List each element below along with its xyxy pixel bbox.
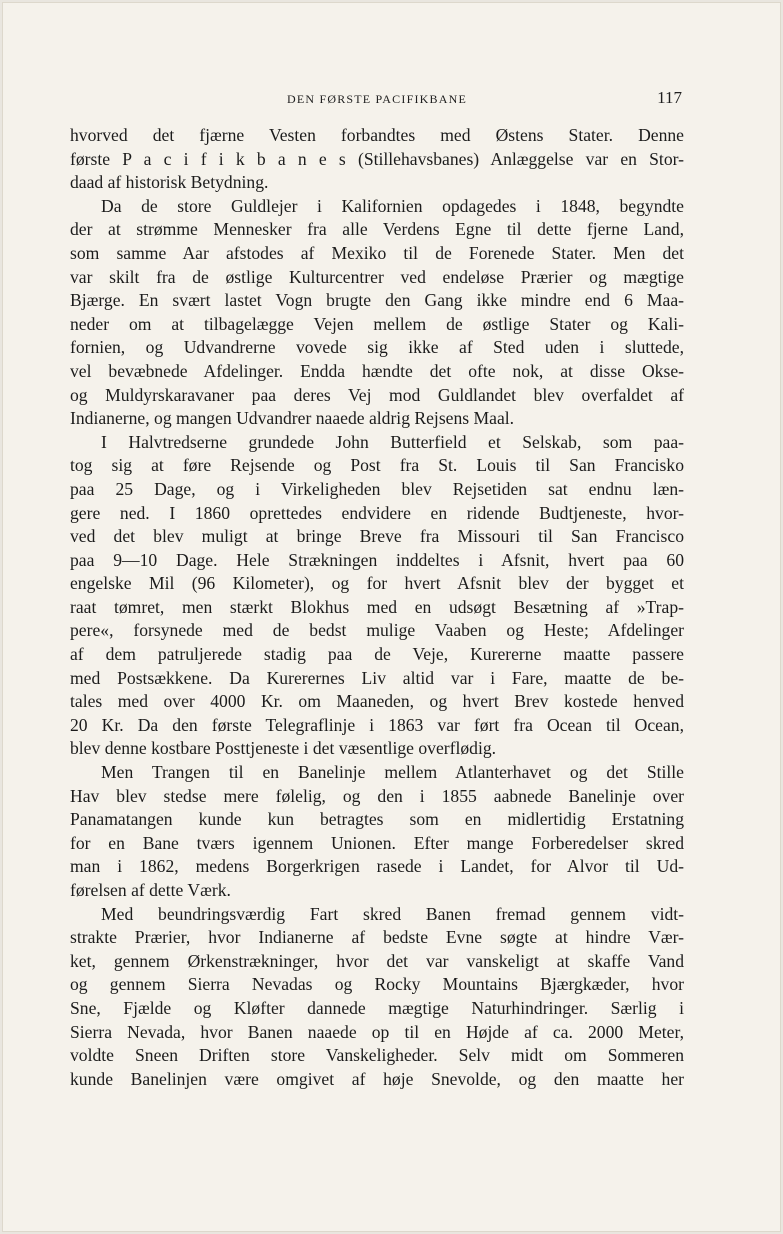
text-line: paa 25 Dage, og i Virkeligheden blev Rejsetiden sat endnu læn-	[70, 478, 684, 499]
text-line: ket, gennem Ørkenstrækninger, hvor det var vanskeligt at skaffe Vand	[70, 950, 684, 971]
text-line: I Halvtredserne grundede John Butterfield et Selskab, som paa-	[101, 431, 684, 452]
text-line: og gennem Sierra Nevadas og Rocky Mountains Bjærgkæder, hvor	[70, 974, 684, 995]
text-line: Sne, Fjælde og Kløfter dannede mægtige Naturhindringer. Særlig i	[70, 997, 684, 1018]
text-line: Men Trangen til en Banelinje mellem Atlanterhavet og det Stille	[101, 762, 684, 783]
body-text	[70, 124, 684, 1091]
text-line: Indianerne, og mangen Udvandrer naaede aldrig Rejsens Maal.	[70, 408, 515, 429]
text-line: Hav blev stedse mere følelig, og den i 1855 aabnede Banelinje over	[70, 785, 684, 806]
text-line: med Postsækkene. Da Kurerernes Liv altid var i Fare, maatte de be-	[70, 667, 684, 688]
text-line: hvorved det fjærne Vesten forbandtes med Østens Stater. Denne	[70, 125, 684, 145]
text-line: strakte Prærier, hvor Indianerne af bedste Evne søgte at hindre Vær-	[70, 927, 684, 948]
text-line: tog sig at føre Rejsende og Post fra St. Louis til San Francisko	[70, 455, 684, 476]
text-line: man i 1862, medens Borgerkrigen rasede i Landet, for Alvor til Ud-	[70, 856, 684, 877]
paragraph	[70, 903, 684, 1092]
text-line: som samme Aar afstodes af Mexiko til de Forenede Stater. Men det	[70, 242, 684, 263]
text-line: tales med over 4000 Kr. om Maaneden, og hvert Brev kostede henved	[70, 691, 684, 712]
text-line: for en Bane tværs igennem Unionen. Efter mange Forberedelser skred	[70, 832, 684, 853]
text-line: af dem patruljerede stadig paa de Veje, Kurererne maatte passere	[70, 644, 684, 665]
paragraph	[70, 124, 684, 195]
text-line: førelsen af dette Værk.	[70, 880, 231, 900]
page-number: 117	[657, 88, 682, 107]
text-line: blev denne kostbare Posttjeneste i det væsentlige overflødig.	[70, 738, 497, 759]
text-line: Panamatangen kunde kun betragtes som en midlertidig Erstatning	[70, 809, 684, 830]
paragraph	[70, 431, 684, 761]
text-line: fornien, og Udvandrerne vovede sig ikke af Sted uden i sluttede,	[70, 337, 684, 358]
text-line: Sierra Nevada, hvor Banen naaede op til en Højde af ca. 2000 Meter,	[70, 1021, 684, 1042]
text-line: ved det blev muligt at bringe Breve fra Missouri til San Francisco	[70, 526, 684, 547]
book-page	[2, 2, 781, 1232]
text-line: vel bevæbnede Afdelinger. Endda hændte det ofte nok, at disse Okse-	[70, 360, 684, 381]
text-line: gere ned. I 1860 oprettedes endvidere en ridende Budtjeneste, hvor-	[70, 502, 684, 523]
running-title: DEN FØRSTE PACIFIKBANE	[287, 92, 467, 106]
text-line: Bjærge. En svært lastet Vogn brugte den Gang ikke mindre end 6 Maa-	[70, 290, 684, 311]
text-line: kunde Banelinjen være omgivet af høje Snevolde, og den maatte her	[70, 1068, 684, 1089]
text-line: daad af historisk Betydning.	[70, 172, 269, 193]
text-line: 20 Kr. Da den første Telegraflinje i 1863 var ført fra Ocean til Ocean,	[70, 714, 684, 735]
text-line: der at strømme Mennesker fra alle Verdens Egne til dette fjerne Land,	[70, 219, 684, 240]
text-line: og Muldyrskaravaner paa deres Vej mod Guldlandet blev overfaldet af	[70, 384, 684, 405]
text-line: Da de store Guldlejer i Kalifornien opdagedes i 1848, begyndte	[101, 195, 684, 216]
text-line: raat tømret, men stærkt Blokhus med en udsøgt Besætning af »Trap-	[70, 596, 684, 617]
text-line: voldte Sneen Driften store Vanskeligheder. Selv midt om Sommeren	[70, 1045, 684, 1066]
paragraph	[70, 195, 684, 431]
paragraph	[70, 761, 684, 903]
text-line: paa 9—10 Dage. Hele Strækningen inddeltes i Afsnit, hvert paa 60	[70, 549, 684, 570]
text-line: Med beundringsværdig Fart skred Banen fremad gennem vidt-	[101, 903, 684, 924]
text-line: var skilt fra de østlige Kulturcentrer ved endeløse Prærier og mægtige	[70, 266, 684, 287]
text-line: første P a c i f i k b a n e s (Stillehavsbanes) Anlæggelse var en Stor-	[70, 148, 684, 169]
page-header	[70, 88, 684, 110]
text-line: engelske Mil (96 Kilometer), og for hvert Afsnit blev der bygget et	[70, 573, 684, 594]
text-line: neder om at tilbagelægge Vejen mellem de østlige Stater og Kali-	[70, 313, 684, 334]
text-line: pere«, forsynede med de bedst mulige Vaaben og Heste; Afdelinger	[70, 620, 684, 641]
